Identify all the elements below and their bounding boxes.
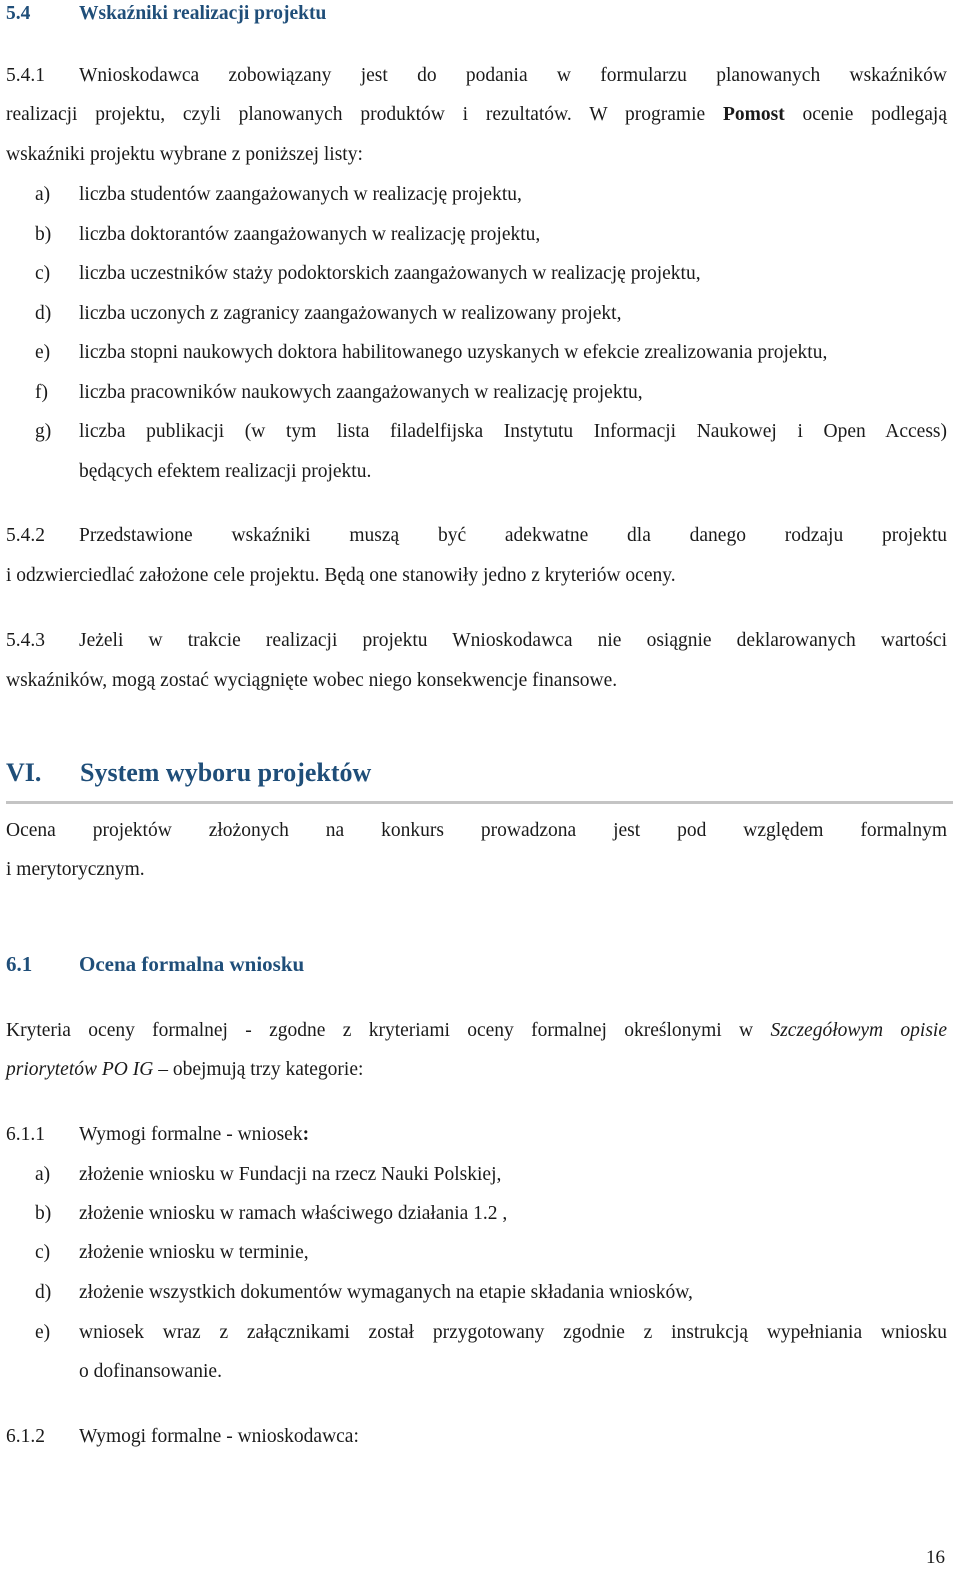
paragraph-number: 5.4.1	[6, 65, 45, 86]
section-5-4-heading	[6, 2, 30, 26]
chapter-number: VI.	[6, 758, 42, 787]
paragraph-line: Kryteria oceny formalnej - zgodne z kryteriami oceny formalnej określonymi w Szczegółowym opisie	[6, 1020, 948, 1041]
chapter-divider	[6, 801, 953, 804]
document-reference: priorytetów PO IG	[6, 1059, 154, 1080]
list-label: d)	[35, 1282, 52, 1303]
paragraph-line: i odzwierciedlać założone cele projektu. Będą one stanowiły jedno z kryteriów oceny.	[6, 565, 676, 586]
list-label: g)	[35, 421, 52, 442]
list-label: c)	[35, 263, 51, 284]
list-item-continuation: o dofinansowanie.	[79, 1361, 222, 1382]
list-item: złożenie wniosku w ramach właściwego działania 1.2 ,	[79, 1203, 508, 1224]
paragraph-number: 5.4.3	[6, 630, 45, 651]
list-item: złożenie wniosku w Fundacji na rzecz Nauki Polskiej,	[79, 1164, 502, 1185]
list-label: b)	[35, 1203, 52, 1224]
list-item: liczba uczonych z zagranicy zaangażowanych w realizowany projekt,	[79, 303, 622, 324]
list-item: liczba pracowników naukowych zaangażowanych w realizację projektu,	[79, 382, 643, 403]
list-item: liczba studentów zaangażowanych w realizację projektu,	[79, 184, 522, 205]
section-6-1-title: Ocena formalna wniosku	[79, 952, 305, 976]
section-number: 6.1	[6, 952, 33, 976]
section-5-4-title: Wskaźniki realizacji projektu	[79, 3, 327, 24]
list-item: liczba doktorantów zaangażowanych w realizację projektu,	[79, 224, 541, 245]
list-item: złożenie wszystkich dokumentów wymaganych na etapie składania wniosków,	[79, 1282, 693, 1303]
paragraph-line: Ocena projektów złożonych na konkurs prowadzona jest pod względem formalnym	[6, 820, 947, 841]
list-label: e)	[35, 1322, 51, 1343]
paragraph-line: priorytetów PO IG – obejmują trzy kategorie:	[6, 1059, 364, 1080]
subsection-number: 6.1.1	[6, 1124, 45, 1145]
list-label: f)	[35, 382, 48, 403]
list-item: liczba stopni naukowych doktora habilitowanego uzyskanych w efekcie zrealizowania projektu,	[79, 342, 828, 363]
subsection-number: 6.1.2	[6, 1426, 45, 1447]
paragraph-line: realizacji projektu, czyli planowanych produktów i rezultatów. W programie Pomost ocenie podlegają	[6, 104, 947, 125]
list-item: złożenie wniosku w terminie,	[79, 1242, 309, 1263]
paragraph-line: wskaźniki projektu wybrane z poniższej listy:	[6, 144, 363, 165]
paragraph-number: 5.4.2	[6, 525, 45, 546]
list-label: c)	[35, 1242, 51, 1263]
chapter-title: System wyboru projektów	[80, 758, 372, 787]
list-item-continuation: będących efektem realizacji projektu.	[79, 461, 372, 482]
list-label: a)	[35, 1164, 51, 1185]
program-name: Pomost	[722, 104, 785, 125]
paragraph-line: Przedstawione wskaźniki muszą być adekwatne dla danego rodzaju projektu	[79, 525, 947, 546]
subsection-title: Wymogi formalne - wniosek:	[79, 1124, 310, 1145]
paragraph-line: wskaźników, mogą zostać wyciągnięte wobec niego konsekwencje finansowe.	[6, 670, 618, 691]
paragraph-line: Wnioskodawca zobowiązany jest do podania w formularzu planowanych wskaźników	[79, 65, 947, 86]
section-number: 5.4	[6, 3, 31, 24]
list-item: liczba uczestników staży podoktorskich zaangażowanych w realizację projektu,	[79, 263, 701, 284]
document-reference: Szczegółowym opisie	[770, 1020, 948, 1041]
list-item: wniosek wraz z załącznikami został przygotowany zgodnie z instrukcją wypełniania wniosku	[79, 1322, 947, 1343]
paragraph-line: Jeżeli w trakcie realizacji projektu Wnioskodawca nie osiągnie deklarowanych wartości	[79, 630, 947, 651]
subsection-title: Wymogi formalne - wnioskodawca:	[79, 1426, 359, 1447]
list-item: liczba publikacji (w tym lista filadelfijska Instytutu Informacji Naukowej i Open Access)	[79, 421, 947, 442]
page-number: 16	[926, 1547, 945, 1568]
list-label: b)	[35, 224, 52, 245]
list-label: d)	[35, 303, 52, 324]
paragraph-line: i merytorycznym.	[6, 859, 145, 880]
list-label: e)	[35, 342, 51, 363]
list-label: a)	[35, 184, 51, 205]
